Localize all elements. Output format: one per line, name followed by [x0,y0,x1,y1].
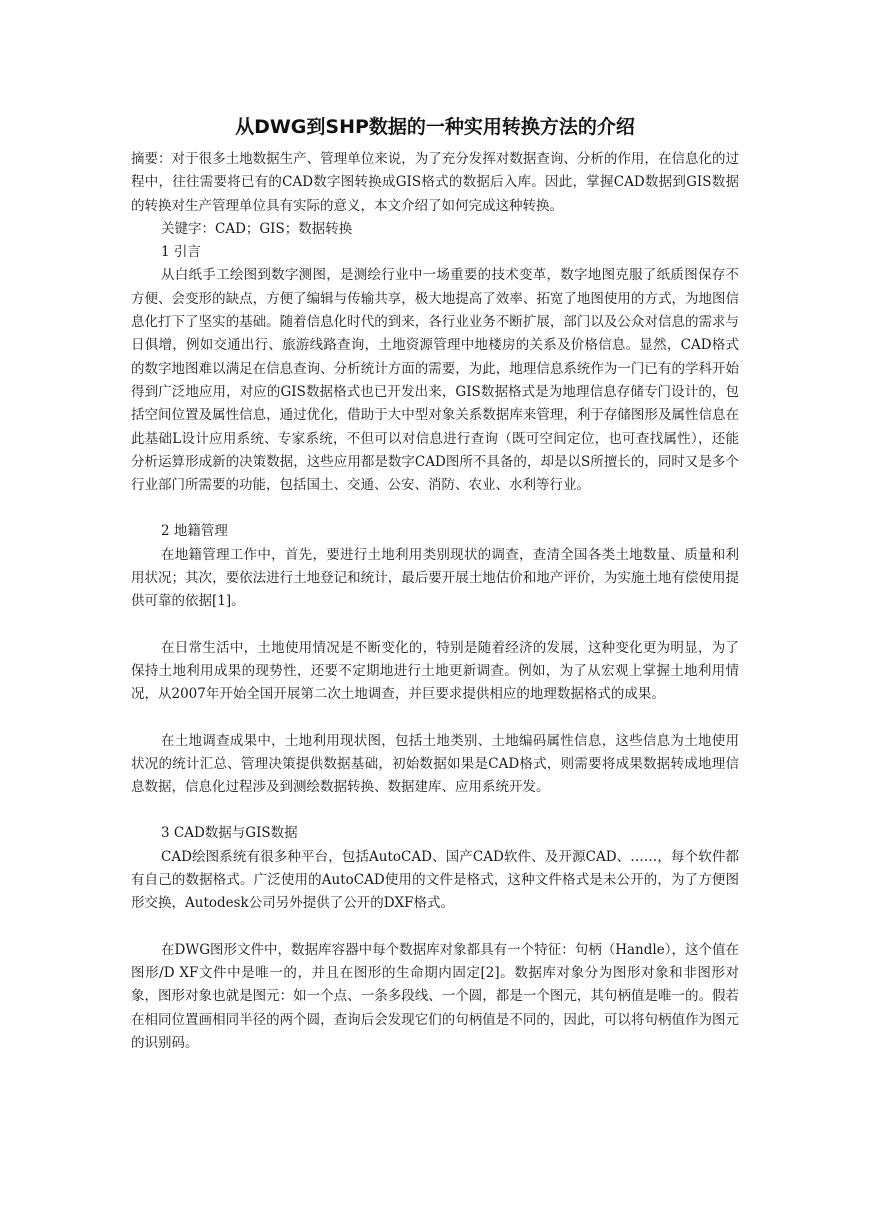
section-2-paragraph: 在地籍管理工作中，首先，要进行土地利用类别现状的调查，查清全国各类土地数量、质量和利用状况；其次，要依法进行土地登记和统计，最后要开展土地估价和地产评价，为实施土地有偿使用提供可靠的依据[1]。 [131,546,739,610]
section-1-heading: 1 引言 [161,244,201,261]
section-2-heading: 2 地籍管理 [161,523,228,540]
section-2-paragraph: 在日常生活中，土地使用情况是不断变化的，特别是随着经济的发展，这种变化更为明显，为了保持土地利用成果的现势性，还要不定期地进行土地更新调查。例如，为了从宏观上掌握土地利用情况，从2007年开始全国开展第二次土地调查，并巨要求提供相应的地理数据格式的成果。 [131,639,739,703]
section-1-paragraph: 从白纸手工绘图到数字测图，是测绘行业中一场重要的技术变革，数字地图克服了纸质图保存不方便、会变形的缺点，方便了编辑与传输共享，极大地提高了效率、拓宽了地图使用的方式，为地图信息化打下了坚实的基础。随着信息化时代的到来，各行业业务不断扩展，部门以及公众对信息的需求与日俱增，例如交通出行、旅游线路查询，土地资源管理中地楼房的关系及价格信息。显然，CAD格式的数字地图难以满足在信息查询、分析统计方面的需要，为此，地理信息系统作为一门已有的学科开始得到广泛地应用，对应的GIS数据格式也已开发出来，GIS数据格式是为地理信息存储专门设计的，包括空间位置及属性信息，通过优化，借助于大中型对象关系数据库来管理，利于存储图形及属性信息在此基础L设计应用系统、专家系统，不但可以对信息进行查询（既可空间定位，也可查找属性），还能分析运算形成新的决策数据，这些应用都是数字CAD图所不具备的，却是以S所擅长的，同时又是多个行业部门所需要的功能，包括国土、交通、公安、消防、农业、水利等行业。 [131,267,739,494]
document-page [131,112,739,1055]
section-3-paragraph: CAD绘图系统有很多种平台，包括AutoCAD、国产CAD软件、及开源CAD、……，每个软件都有自己的数据格式。广泛使用的AutoCAD使用的文件是格式，这种文件格式是未公开的，为了方便图形交换，Autodesk公司另外提供了公开的DXF格式。 [131,848,739,912]
spacer [131,916,739,939]
spacer [131,614,739,637]
section-3-heading: 3 CAD数据与GIS数据 [161,825,298,842]
section-3-paragraph: 在DWG图形文件中，数据库容器中每个数据库对象都具有一个特征：句柄（Handle），这个值在图形/D XF文件中是唯一的，并且在图形的生命期内固定[2]。数据库对象分为图形对象和非图形对象，图形对象也就是图元：如一个点、一条多段线、一个圆，都是一个图元，其句柄值是唯一的。假若在相同位置画相同半径的两个圆，查询后会发现它们的句柄值是不同的，因此，可以将句柄值作为图元的识别码。 [131,941,739,1051]
document-title: 从DWG到SHP数据的一种实用转换方法的介绍 [235,116,635,138]
spacer [131,707,739,730]
spacer [131,799,739,822]
abstract: 摘要：对于很多土地数据生产、管理单位来说，为了充分发挥对数据查询、分析的作用，在信息化的过程中，往往需要将已有的CAD数字图转换成GIS格式的数据后入库。因此，掌握CAD数据到GIS数据的转换对生产管理单位具有实际的意义，本文介绍了如何完成这种转换。 [131,151,739,214]
spacer [131,497,739,520]
keywords: 关键字：CAD；GIS；数据转换 [161,220,353,237]
section-2-paragraph: 在土地调查成果中，土地利用现状图，包括土地类别、土地编码属性信息，这些信息为土地使用状况的统计汇总、管理决策提供数据基础，初始数据如果是CAD格式，则需要将成果数据转成地理信息数据，信息化过程涉及到测绘数据转换、数据建库、应用系统开发。 [131,732,739,796]
